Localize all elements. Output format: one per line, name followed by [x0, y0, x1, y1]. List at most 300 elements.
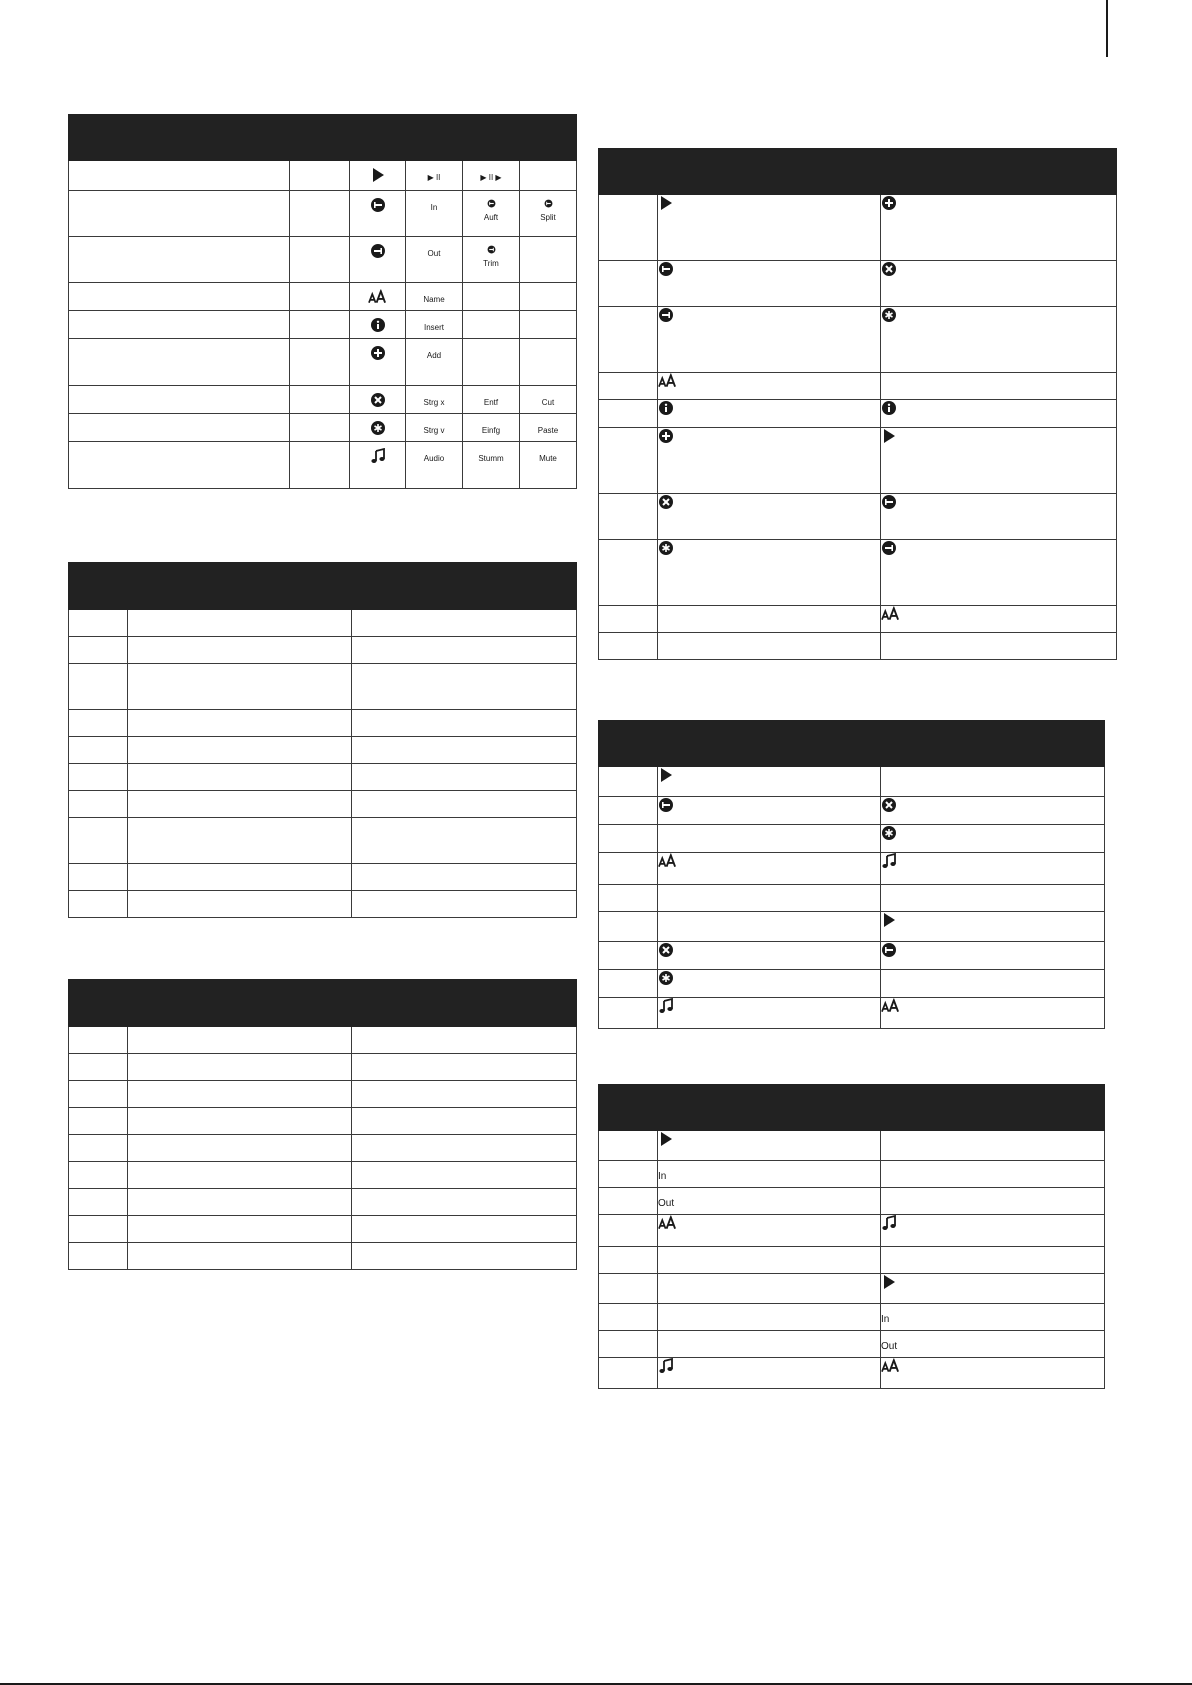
- icon-cell: [881, 970, 1105, 998]
- table-row: [599, 195, 1117, 261]
- table-cell: [599, 1161, 658, 1188]
- key-label: Out: [658, 1198, 675, 1209]
- table-row: [599, 633, 1117, 660]
- table-cell: [128, 1243, 352, 1270]
- table-row: [599, 825, 1105, 853]
- icon-cell: [350, 386, 406, 414]
- table-cell: [290, 283, 350, 311]
- in-icon: [544, 199, 553, 208]
- table-row: [599, 1274, 1105, 1304]
- table-row: [69, 818, 577, 864]
- table-cell: [599, 540, 658, 606]
- cut-icon: [658, 942, 674, 958]
- table-cell: [69, 414, 290, 442]
- icon-cell: [881, 428, 1117, 494]
- table-cell: [69, 339, 290, 386]
- icon-cell: [881, 261, 1117, 307]
- key-cell: [406, 311, 463, 339]
- icon-cell: [881, 998, 1105, 1029]
- icon-cell: [658, 853, 881, 885]
- text-icon: [881, 606, 900, 622]
- table-cell: [599, 912, 658, 942]
- key-cell: [520, 191, 577, 237]
- out-icon: [881, 540, 897, 556]
- in-icon: [658, 261, 674, 277]
- icon-cell: [658, 494, 881, 540]
- table-row: [599, 1161, 1105, 1188]
- table-cell: [599, 307, 658, 373]
- key-cell: [406, 414, 463, 442]
- table-cell: [352, 737, 577, 764]
- table-row: [599, 494, 1117, 540]
- icon-cell: [881, 767, 1105, 797]
- table-cell: [69, 161, 290, 191]
- in-icon: [881, 942, 897, 958]
- table-cell: [290, 311, 350, 339]
- icon-cell: [350, 442, 406, 489]
- add-icon: [658, 428, 674, 444]
- bottom-page-rule: [0, 1683, 1192, 1685]
- table-cell: [352, 1054, 577, 1081]
- key-label: Entf: [483, 398, 499, 407]
- table-cell: [128, 1189, 352, 1216]
- table-cell: [69, 864, 128, 891]
- table-cell: [352, 864, 577, 891]
- icon-cell: [881, 1188, 1105, 1215]
- table-cell: [290, 386, 350, 414]
- table-row: [69, 1162, 577, 1189]
- icon-cell: [658, 767, 881, 797]
- key-cell: [406, 442, 463, 489]
- icon-cell: [658, 912, 881, 942]
- table-row: [599, 1131, 1105, 1161]
- icon-cell: [881, 633, 1117, 660]
- play-icon: [658, 767, 674, 783]
- table-row: [599, 606, 1117, 633]
- empty-table-2: [68, 562, 577, 918]
- paste-icon: [658, 970, 674, 986]
- table-cell: [290, 237, 350, 283]
- audio-icon: [881, 853, 897, 869]
- table-cell: [352, 1243, 577, 1270]
- table-cell: [69, 1081, 128, 1108]
- key-label: Trim: [483, 259, 499, 268]
- text-icon: [658, 373, 677, 389]
- icon-cell: [658, 942, 881, 970]
- text-icon: [881, 998, 900, 1014]
- table-cell: [599, 767, 658, 797]
- key-label: Cut: [541, 398, 555, 407]
- icon-cell: [881, 825, 1105, 853]
- icon-cell: [881, 540, 1117, 606]
- key-cell: [463, 191, 520, 237]
- table-row: [599, 970, 1105, 998]
- audio-icon: [881, 1215, 897, 1231]
- table-cell: [352, 1162, 577, 1189]
- table-cell: [128, 1162, 352, 1189]
- out-icon: [370, 243, 386, 259]
- table-cell: [599, 1331, 658, 1358]
- key-cell: [520, 161, 577, 191]
- table-cell: [599, 1304, 658, 1331]
- key-cell: [520, 237, 577, 283]
- table-row: [69, 1027, 577, 1054]
- table-cell: [128, 764, 352, 791]
- empty-table-3: [68, 979, 577, 1270]
- table-row: [69, 1081, 577, 1108]
- icon-cell: [881, 1131, 1105, 1161]
- out-icon: [487, 245, 496, 254]
- key-label: Insert: [423, 323, 444, 332]
- key-label: ▶ II: [427, 173, 441, 182]
- text-icon: [658, 853, 677, 869]
- key-cell: [406, 386, 463, 414]
- paste-icon: [658, 540, 674, 556]
- key-cell: [406, 339, 463, 386]
- table-cell: [69, 737, 128, 764]
- key-label: Einfg: [481, 426, 501, 435]
- table-cell: [599, 606, 658, 633]
- table-row: [599, 767, 1105, 797]
- table-row: [599, 1188, 1105, 1215]
- table-cell: [69, 1216, 128, 1243]
- table-cell: [352, 1027, 577, 1054]
- table-row: [599, 307, 1117, 373]
- icon-cell: [350, 414, 406, 442]
- top-right-margin-rule: [1106, 0, 1108, 57]
- table-cell: [69, 1135, 128, 1162]
- table-cell: [352, 1108, 577, 1135]
- table-row: [69, 864, 577, 891]
- table-row: [69, 339, 577, 386]
- table-cell: [69, 1027, 128, 1054]
- table-row: [69, 1108, 577, 1135]
- key-cell: [520, 414, 577, 442]
- key-cell: [463, 311, 520, 339]
- icon-cell: [658, 400, 881, 428]
- table-cell: [352, 710, 577, 737]
- table-cell: [352, 818, 577, 864]
- table-cell: [290, 414, 350, 442]
- table-row: [69, 283, 577, 311]
- table-cell: [69, 891, 128, 918]
- icon-cell: [350, 283, 406, 311]
- audio-icon: [370, 448, 386, 464]
- table-cell: [69, 818, 128, 864]
- icon-cell: [658, 307, 881, 373]
- play-icon: [881, 1274, 897, 1290]
- table-row: [599, 428, 1117, 494]
- icon-cell: [350, 237, 406, 283]
- key-label: Auft: [483, 213, 499, 222]
- play-icon: [881, 428, 897, 444]
- table-cell: [352, 891, 577, 918]
- icon-cell: [658, 1161, 881, 1188]
- key-cell: [463, 442, 520, 489]
- icon-cell: [881, 1161, 1105, 1188]
- key-label: Out: [881, 1341, 898, 1352]
- header-cell: [658, 149, 881, 195]
- key-cell: [520, 283, 577, 311]
- key-label: Strg x: [423, 398, 445, 407]
- icon-cell: [658, 885, 881, 912]
- table-cell: [128, 1216, 352, 1243]
- table-cell: [599, 428, 658, 494]
- icon-cell: [350, 191, 406, 237]
- key-label: Out: [427, 249, 441, 258]
- table-cell: [352, 1189, 577, 1216]
- table-cell: [352, 1081, 577, 1108]
- icon-cell: [658, 606, 881, 633]
- key-label: Strg v: [423, 426, 445, 435]
- table-row: [69, 737, 577, 764]
- play-icon: [658, 195, 674, 211]
- header-cell: [352, 980, 577, 1027]
- header-cell: [881, 1085, 1105, 1131]
- table-cell: [352, 664, 577, 710]
- table-row: [69, 891, 577, 918]
- table-row: [599, 1331, 1105, 1358]
- table-cell: [352, 764, 577, 791]
- table-cell: [128, 1081, 352, 1108]
- key-cell: [520, 311, 577, 339]
- table-row: [69, 311, 577, 339]
- table-cell: [128, 710, 352, 737]
- in-icon: [881, 494, 897, 510]
- icon-cell: [658, 1131, 881, 1161]
- icon-cell: [881, 1274, 1105, 1304]
- table-row: [599, 400, 1117, 428]
- icon-cell: [658, 1188, 881, 1215]
- paste-icon: [370, 420, 386, 436]
- key-cell: [463, 386, 520, 414]
- table-cell: [290, 339, 350, 386]
- play-icon: [370, 167, 386, 183]
- table-cell: [128, 1108, 352, 1135]
- table-row: [69, 1216, 577, 1243]
- table-row: [599, 1247, 1105, 1274]
- icon-cell: [881, 195, 1117, 261]
- header-cell: [599, 149, 658, 195]
- table-row: [69, 191, 577, 237]
- key-label: ▶ II ▶: [480, 173, 502, 182]
- table-row: [69, 637, 577, 664]
- key-cell: [406, 283, 463, 311]
- header-cell: [881, 149, 1117, 195]
- header-cell: [881, 721, 1105, 767]
- table-cell: [599, 1215, 658, 1247]
- table-cell: [69, 191, 290, 237]
- key-label: Mute: [539, 454, 557, 463]
- text-icon: [368, 289, 387, 305]
- icon-cell: [350, 311, 406, 339]
- key-cell: [463, 237, 520, 283]
- key-label: Audio: [423, 454, 445, 463]
- table-cell: [69, 637, 128, 664]
- table-row: [69, 237, 577, 283]
- key-label: Add: [426, 351, 442, 360]
- table-cell: [599, 1358, 658, 1389]
- table-row: [69, 386, 577, 414]
- table-row: [599, 998, 1105, 1029]
- table-row: [69, 764, 577, 791]
- table-cell: [69, 764, 128, 791]
- table-cell: [599, 1247, 658, 1274]
- icon-cell: [881, 494, 1117, 540]
- table-cell: [69, 610, 128, 637]
- table-cell: [69, 442, 290, 489]
- icon-cell: [658, 428, 881, 494]
- table-cell: [599, 998, 658, 1029]
- icon-cell: [881, 400, 1117, 428]
- table-cell: [352, 791, 577, 818]
- key-label: Stumm: [478, 454, 504, 463]
- icon-cell: [658, 373, 881, 400]
- table-cell: [599, 885, 658, 912]
- table-cell: [352, 1216, 577, 1243]
- icon-cell: [881, 373, 1117, 400]
- play-icon: [881, 912, 897, 928]
- icon-cell: [881, 885, 1105, 912]
- icon-cell: [658, 540, 881, 606]
- table-row: [599, 885, 1105, 912]
- table-row: [599, 261, 1117, 307]
- header-cell: [658, 721, 881, 767]
- key-cell: [520, 386, 577, 414]
- icon-cell: [658, 633, 881, 660]
- table-cell: [599, 970, 658, 998]
- cut-icon: [370, 392, 386, 408]
- table-row: [599, 942, 1105, 970]
- header-cell: [128, 980, 352, 1027]
- table-row: [69, 710, 577, 737]
- icon-cell: [658, 970, 881, 998]
- icon-cell: [350, 161, 406, 191]
- table-row: [599, 912, 1105, 942]
- table-cell: [599, 825, 658, 853]
- key-cell: [406, 191, 463, 237]
- icon-cell: [658, 1304, 881, 1331]
- table-cell: [69, 283, 290, 311]
- table-cell: [69, 1189, 128, 1216]
- table-cell: [599, 1131, 658, 1161]
- table-cell: [290, 161, 350, 191]
- key-cell: [463, 161, 520, 191]
- icon-cell: [658, 1274, 881, 1304]
- icon-cell: [881, 853, 1105, 885]
- in-icon: [658, 797, 674, 813]
- table-cell: [128, 791, 352, 818]
- play-icon: [658, 1131, 674, 1147]
- table-cell: [69, 1162, 128, 1189]
- icon-cell: [658, 998, 881, 1029]
- key-cell: [463, 414, 520, 442]
- table-row: [599, 853, 1105, 885]
- table-cell: [599, 942, 658, 970]
- key-label: In: [881, 1314, 890, 1325]
- table-cell: [128, 637, 352, 664]
- header-cell: [128, 563, 352, 610]
- icon-cell: [881, 307, 1117, 373]
- table-cell: [128, 1135, 352, 1162]
- in-icon: [370, 197, 386, 213]
- header-cell: [352, 563, 577, 610]
- table-cell: [69, 1108, 128, 1135]
- add-icon: [881, 195, 897, 211]
- icon-cell: [881, 942, 1105, 970]
- out-icon: [658, 307, 674, 323]
- table-row: [599, 1304, 1105, 1331]
- table-cell: [69, 1243, 128, 1270]
- audio-icon: [658, 1358, 674, 1374]
- cut-icon: [881, 261, 897, 277]
- icon-cell: [881, 1304, 1105, 1331]
- icon-cell: [658, 797, 881, 825]
- table-cell: [290, 191, 350, 237]
- info-icon: [370, 317, 386, 333]
- key-cell: [406, 237, 463, 283]
- table-cell: [599, 261, 658, 307]
- table-cell: [599, 195, 658, 261]
- icon-cell: [658, 195, 881, 261]
- icon-cell: [350, 339, 406, 386]
- table-cell: [69, 386, 290, 414]
- header-cell: [599, 721, 658, 767]
- table-cell: [128, 610, 352, 637]
- table-row: [69, 1054, 577, 1081]
- table-cell: [599, 1188, 658, 1215]
- header-cell: [290, 115, 350, 161]
- table-cell: [599, 1274, 658, 1304]
- icon-cell: [658, 1331, 881, 1358]
- table-cell: [69, 311, 290, 339]
- info-icon: [881, 400, 897, 416]
- table-row: [69, 610, 577, 637]
- icon-cell: [881, 912, 1105, 942]
- table-row: [599, 1358, 1105, 1389]
- table-row: [599, 797, 1105, 825]
- key-cell: [520, 339, 577, 386]
- key-cell: [406, 161, 463, 191]
- audio-icon: [658, 998, 674, 1014]
- table-cell: [128, 1054, 352, 1081]
- table-row: [69, 161, 577, 191]
- header-cell: [69, 563, 128, 610]
- table-row: [599, 1215, 1105, 1247]
- table-cell: [128, 1027, 352, 1054]
- icon-cell: [658, 1247, 881, 1274]
- table-cell: [69, 664, 128, 710]
- table-cell: [128, 737, 352, 764]
- icon-cell: [658, 825, 881, 853]
- icon-cell: [658, 1215, 881, 1247]
- table-row: [69, 1243, 577, 1270]
- table-cell: [352, 610, 577, 637]
- table-cell: [69, 710, 128, 737]
- table-cell: [128, 864, 352, 891]
- cut-icon: [658, 494, 674, 510]
- table-row: [69, 1189, 577, 1216]
- header-cell: [69, 980, 128, 1027]
- key-cell: [463, 339, 520, 386]
- key-label: In: [430, 203, 438, 212]
- icon-cell: [881, 1331, 1105, 1358]
- text-icon: [881, 1358, 900, 1374]
- table-row: [69, 664, 577, 710]
- table-cell: [599, 400, 658, 428]
- key-cell: [463, 283, 520, 311]
- key-label: In: [658, 1171, 667, 1182]
